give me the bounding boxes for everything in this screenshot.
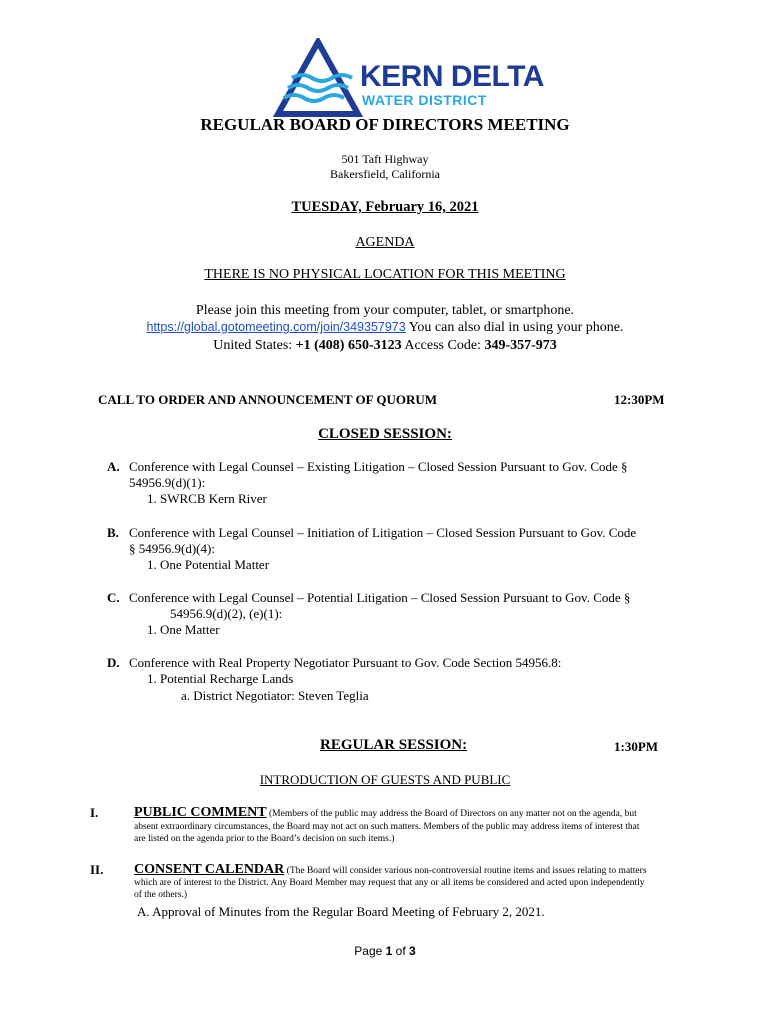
access-code-label: Access Code: xyxy=(401,338,485,353)
agenda-heading: AGENDA xyxy=(355,235,415,250)
closed-item-c xyxy=(107,590,687,606)
us-label: United States: xyxy=(213,338,296,353)
consent-calendar-title: CONSENT CALENDAR xyxy=(134,862,285,877)
meeting-link[interactable]: https://global.gotomeeting.com/join/349357973 xyxy=(146,320,406,334)
item-letter: C. xyxy=(107,590,120,605)
regular-session-time: 1:30PM xyxy=(614,739,659,754)
closed-item-b-sub: 1. One Potential Matter xyxy=(147,557,270,572)
call-to-order: CALL TO ORDER AND ANNOUNCEMENT OF QUORUM xyxy=(98,392,437,407)
phone-number: +1 (408) 650-3123 xyxy=(295,338,402,353)
public-comment-note-2: absent extraordinary circumstances, the Board may not act on such matters. Members of the public may address items of interest that xyxy=(134,822,640,832)
closed-item-d xyxy=(107,655,687,671)
closed-item-c-sub: 1. One Matter xyxy=(147,622,220,637)
consent-calendar-note: (The Board will consider various non-controversial routine items and issues relating to matters xyxy=(284,866,647,876)
closed-item-b xyxy=(107,525,687,541)
call-to-order-time: 12:30PM xyxy=(614,392,665,407)
item-text: Conference with Legal Counsel – Existing Litigation – Closed Session Pursuant to Gov. Code § xyxy=(129,459,628,474)
closed-item-c-cont: 54956.9(d)(2), (e)(1): xyxy=(170,606,283,621)
consent-item-a: A. Approval of Minutes from the Regular Board Meeting of February 2, 2021. xyxy=(137,904,545,919)
closed-item-a-sub: 1. SWRCB Kern River xyxy=(147,491,267,506)
join-instructions: Please join this meeting from your computer, tablet, or smartphone. xyxy=(195,303,575,318)
numeral-i: I. xyxy=(90,805,99,820)
item-letter: D. xyxy=(107,655,120,670)
closed-item-d-sub: 1. Potential Recharge Lands xyxy=(147,671,294,686)
consent-calendar-note-3: of the others.) xyxy=(134,890,188,900)
closed-session-heading: CLOSED SESSION: xyxy=(318,426,452,442)
address-line-2: Bakersfield, California xyxy=(330,167,440,181)
item-text: Conference with Legal Counsel – Potential Litigation – Closed Session Pursuant to Gov. Code § xyxy=(129,590,631,605)
item-text: Conference with Legal Counsel – Initiation of Litigation – Closed Session Pursuant to Gov. Code xyxy=(129,525,637,540)
page-current: 1 xyxy=(385,944,393,958)
consent-calendar xyxy=(134,860,704,878)
public-comment-note: (Members of the public may address the Board of Directors on any matter not on the agenda, but xyxy=(266,809,637,819)
access-code: 349-357-973 xyxy=(484,338,557,353)
phone-line xyxy=(0,338,770,354)
logo-text-kern-delta: KERN DELTA xyxy=(360,60,544,93)
page-label: Page xyxy=(354,944,386,958)
intro-guests: INTRODUCTION OF GUESTS AND PUBLIC xyxy=(259,772,511,787)
consent-calendar-note-2: which are of interest to the District. Any Board Member may request that any or all items be considered and acted upon independently xyxy=(134,878,645,888)
public-comment-title: PUBLIC COMMENT xyxy=(134,805,267,820)
item-letter: B. xyxy=(107,525,119,540)
closed-item-b-cont: § 54956.9(d)(4): xyxy=(129,541,215,556)
join-line-2 xyxy=(0,320,770,336)
no-location-notice: THERE IS NO PHYSICAL LOCATION FOR THIS MEETING xyxy=(204,267,566,282)
page-total: 3 xyxy=(409,944,416,958)
public-comment-note-3: are listed on the agenda prior to the Board’s decision on such items.) xyxy=(134,834,395,844)
dial-text: You can also dial in using your phone. xyxy=(405,320,624,335)
public-comment xyxy=(134,803,694,821)
closed-item-a xyxy=(107,459,687,475)
page-number xyxy=(0,944,770,958)
address-line-1: 501 Taft Highway xyxy=(341,152,429,166)
closed-item-a-cont: 54956.9(d)(1): xyxy=(129,475,206,490)
item-text: Conference with Real Property Negotiator Pursuant to Gov. Code Section 54956.8: xyxy=(129,655,562,670)
item-letter: A. xyxy=(107,459,120,474)
logo-text-water-district: WATER DISTRICT xyxy=(362,92,487,108)
numeral-ii: II. xyxy=(90,862,104,877)
regular-session-heading: REGULAR SESSION: xyxy=(320,737,468,753)
page-title: REGULAR BOARD OF DIRECTORS MEETING xyxy=(200,115,570,134)
meeting-date: TUESDAY, February 16, 2021 xyxy=(291,199,479,215)
closed-item-d-sub2: a. District Negotiator: Steven Teglia xyxy=(181,688,369,703)
page-of: of xyxy=(392,944,410,958)
